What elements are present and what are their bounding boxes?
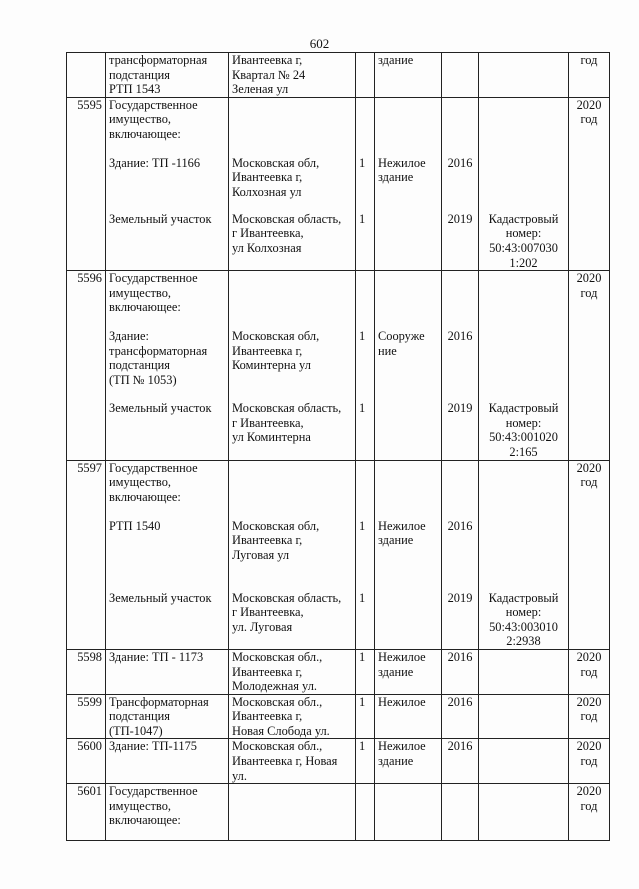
row-number: 5595 — [77, 97, 102, 112]
object-name-text: Государственное — [109, 271, 198, 286]
row-number-cell — [67, 460, 106, 649]
object-name-text: Государственное — [109, 97, 198, 112]
property-register-table — [66, 52, 610, 841]
period-text: год — [580, 664, 598, 679]
item-name-text: Здание: — [109, 329, 149, 344]
cadastral-number-text: Кадастровый — [488, 211, 559, 226]
year-text: 2016 — [447, 155, 473, 170]
object-name-text: подстанция — [109, 709, 170, 724]
address-text: Колхозная ул — [232, 184, 302, 199]
period-text: 2020 — [576, 460, 602, 475]
period-text: 2020 — [576, 271, 602, 286]
period-cell — [569, 784, 610, 841]
address-text: Молодежная ул. — [232, 679, 317, 694]
quantity-text: 1 — [359, 401, 366, 416]
row-number: 5599 — [77, 694, 102, 709]
object-type-cell — [375, 271, 442, 460]
object-type-text: Нежилое — [378, 649, 426, 664]
quantity-cell — [356, 97, 375, 270]
cadastral-cell — [479, 739, 569, 784]
page-number: 602 — [309, 36, 330, 51]
table-row — [67, 649, 610, 694]
period-cell — [569, 694, 610, 739]
row-number: 5600 — [77, 739, 102, 754]
row-number-cell — [67, 53, 106, 98]
quantity-text: 1 — [359, 329, 366, 344]
row-number: 5598 — [77, 649, 102, 664]
row-number-cell — [67, 649, 106, 694]
address-text: Луговая ул — [232, 547, 290, 562]
year-cell — [442, 97, 479, 270]
year-cell — [442, 784, 479, 841]
period-cell — [569, 97, 610, 270]
object-name-text: имущество, — [109, 112, 171, 127]
object-name-cell — [106, 649, 229, 694]
period-text: год — [580, 709, 598, 724]
quantity-cell — [356, 739, 375, 784]
object-type-text: здание — [378, 664, 414, 679]
quantity-text: 1 — [359, 518, 366, 533]
cadastral-cell — [479, 649, 569, 694]
object-name-cell — [106, 53, 229, 98]
row-number: 5601 — [77, 784, 102, 799]
period-text: год — [580, 285, 598, 300]
object-name-text: (ТП-1047) — [109, 723, 163, 738]
year-cell — [442, 649, 479, 694]
quantity-cell — [356, 271, 375, 460]
address-text: Новая Слобода ул. — [232, 723, 330, 738]
row-number-cell — [67, 784, 106, 841]
cadastral-number-text: номер: — [505, 605, 542, 620]
object-type-text: Нежилое — [378, 694, 426, 709]
object-type-text: Нежилое — [378, 518, 426, 533]
address-text: Зеленая ул — [232, 82, 289, 97]
year-text: 2016 — [447, 329, 473, 344]
year-text: 2019 — [447, 211, 473, 226]
object-name-cell — [106, 271, 229, 460]
quantity-cell — [356, 460, 375, 649]
period-cell — [569, 739, 610, 784]
object-type-cell — [375, 53, 442, 98]
object-name-text: Здание: ТП - 1173 — [109, 649, 204, 664]
address-cell — [229, 53, 356, 98]
address-cell — [229, 739, 356, 784]
address-text: ул. Луговая — [232, 619, 293, 634]
cadastral-number-text: 50:43:007030 — [489, 240, 558, 255]
cadastral-number-text: 2:165 — [509, 444, 538, 459]
item-name-text: Земельный участок — [109, 590, 212, 605]
address-cell — [229, 460, 356, 649]
object-type-text: здание — [378, 53, 414, 67]
row-number-cell — [67, 271, 106, 460]
year-cell — [442, 53, 479, 98]
address-text: Московская область, — [232, 401, 342, 416]
address-text: г Ивантеевка, — [232, 605, 304, 620]
cadastral-cell — [479, 53, 569, 98]
address-text: Квартал № 24 — [232, 67, 306, 82]
address-cell — [229, 694, 356, 739]
address-text: Московская область, — [232, 590, 342, 605]
object-type-text: здание — [378, 170, 414, 185]
year-cell — [442, 460, 479, 649]
period-text: 2020 — [576, 739, 602, 754]
object-name-text: подстанция — [109, 67, 170, 82]
object-name-cell — [106, 694, 229, 739]
address-cell — [229, 784, 356, 841]
cadastral-number-text: Кадастровый — [488, 590, 559, 605]
object-name-text: включающее: — [109, 489, 181, 504]
object-name-text: трансформаторная — [109, 53, 208, 67]
year-text: 2016 — [447, 518, 473, 533]
table-row — [67, 460, 610, 649]
year-text: 2016 — [447, 694, 473, 709]
period-text: год — [580, 53, 598, 67]
period-text: 2020 — [576, 649, 602, 664]
address-text: ул Колхозная — [232, 240, 302, 255]
row-number-cell — [67, 694, 106, 739]
address-text: Ивантеевка г, — [232, 533, 303, 548]
address-text: Ивантеевка г, — [232, 53, 303, 67]
object-type-cell — [375, 649, 442, 694]
cadastral-number-text: Кадастровый — [488, 401, 559, 416]
object-type-text: Нежилое — [378, 739, 426, 754]
quantity-text: 1 — [359, 211, 366, 226]
cadastral-cell — [479, 784, 569, 841]
year-cell — [442, 739, 479, 784]
year-cell — [442, 694, 479, 739]
period-cell — [569, 271, 610, 460]
object-name-text: РТП 1543 — [109, 82, 161, 97]
period-text: год — [580, 112, 598, 127]
object-type-text: Сооруже — [378, 329, 425, 344]
address-text: ул Коминтерна — [232, 430, 311, 445]
cadastral-number-text: 2:2938 — [506, 634, 541, 649]
object-type-cell — [375, 784, 442, 841]
period-text: 2020 — [576, 97, 602, 112]
table-row — [67, 97, 610, 270]
quantity-text: 1 — [359, 649, 366, 664]
quantity-text: 1 — [359, 590, 366, 605]
item-name-text: РТП 1540 — [109, 518, 161, 533]
object-name-text: включающее: — [109, 813, 181, 828]
period-cell — [569, 460, 610, 649]
object-name-text: имущество, — [109, 285, 171, 300]
item-name-text: трансформаторная — [109, 343, 208, 358]
object-type-text: Нежилое — [378, 155, 426, 170]
row-number: 5597 — [77, 460, 102, 475]
address-cell — [229, 649, 356, 694]
address-text: Ивантеевка г, — [232, 343, 303, 358]
period-text: год — [580, 754, 598, 769]
cadastral-number-text: 50:43:003010 — [489, 619, 558, 634]
object-name-text: имущество, — [109, 475, 171, 490]
address-cell — [229, 271, 356, 460]
object-type-text: здание — [378, 754, 414, 769]
item-name-text: Здание: ТП -1166 — [109, 155, 201, 170]
table-row — [67, 271, 610, 460]
quantity-cell — [356, 53, 375, 98]
object-type-text: ние — [378, 343, 397, 358]
cadastral-number-text: номер: — [505, 226, 542, 241]
address-text: Московская обл, — [232, 329, 320, 344]
table-row — [67, 53, 610, 98]
cadastral-cell — [479, 271, 569, 460]
period-text: год — [580, 798, 598, 813]
object-name-cell — [106, 784, 229, 841]
quantity-text: 1 — [359, 739, 366, 754]
address-text: Московская область, — [232, 211, 342, 226]
object-name-cell — [106, 739, 229, 784]
address-text: г Ивантеевка, — [232, 415, 304, 430]
period-text: 2020 — [576, 784, 602, 799]
item-name-text: подстанция — [109, 358, 170, 373]
cadastral-number-text: 50:43:001020 — [489, 430, 558, 445]
year-text: 2019 — [447, 590, 473, 605]
address-cell — [229, 97, 356, 270]
item-name-text: Земельный участок — [109, 401, 212, 416]
year-text: 2016 — [447, 649, 473, 664]
cadastral-number-text: 1:202 — [509, 255, 538, 270]
address-text: Ивантеевка г, — [232, 170, 303, 185]
row-number-cell — [67, 739, 106, 784]
object-name-text: включающее: — [109, 300, 181, 315]
period-text: 2020 — [576, 694, 602, 709]
quantity-cell — [356, 784, 375, 841]
year-text: 2019 — [447, 401, 473, 416]
address-text: Ивантеевка г, — [232, 664, 303, 679]
cadastral-cell — [479, 694, 569, 739]
year-text: 2016 — [447, 739, 473, 754]
year-cell — [442, 271, 479, 460]
address-text: Московская обл., — [232, 649, 323, 664]
quantity-cell — [356, 694, 375, 739]
cadastral-number-text: номер: — [505, 415, 542, 430]
address-text: Московская обл, — [232, 155, 320, 170]
object-type-cell — [375, 694, 442, 739]
address-text: ул. — [232, 768, 247, 783]
quantity-text: 1 — [359, 694, 366, 709]
table-row — [67, 694, 610, 739]
cadastral-cell — [479, 97, 569, 270]
object-type-cell — [375, 97, 442, 270]
address-text: Московская обл., — [232, 739, 323, 754]
object-type-text: здание — [378, 533, 414, 548]
period-cell — [569, 53, 610, 98]
row-number-cell — [67, 97, 106, 270]
item-name-text: Земельный участок — [109, 211, 212, 226]
object-name-text: Государственное — [109, 460, 198, 475]
object-name-text: включающее: — [109, 126, 181, 141]
period-text: год — [580, 475, 598, 490]
object-type-cell — [375, 460, 442, 649]
object-name-text: Здание: ТП-1175 — [109, 739, 197, 754]
object-type-cell — [375, 739, 442, 784]
table-row — [67, 784, 610, 841]
address-text: Московская обл, — [232, 518, 320, 533]
object-name-text: имущество, — [109, 798, 171, 813]
address-text: Ивантеевка г, — [232, 709, 303, 724]
table-row — [67, 739, 610, 784]
period-cell — [569, 649, 610, 694]
address-text: Ивантеевка г, Новая — [232, 754, 338, 769]
quantity-text: 1 — [359, 155, 366, 170]
address-text: Московская обл., — [232, 694, 323, 709]
object-name-cell — [106, 97, 229, 270]
object-name-text: Государственное — [109, 784, 198, 799]
address-text: г Ивантеевка, — [232, 226, 304, 241]
object-name-text: Трансформаторная — [109, 694, 209, 709]
row-number: 5596 — [77, 271, 102, 286]
address-text: Коминтерна ул — [232, 358, 311, 373]
item-name-text: (ТП № 1053) — [109, 372, 177, 387]
cadastral-cell — [479, 460, 569, 649]
object-name-cell — [106, 460, 229, 649]
quantity-cell — [356, 649, 375, 694]
